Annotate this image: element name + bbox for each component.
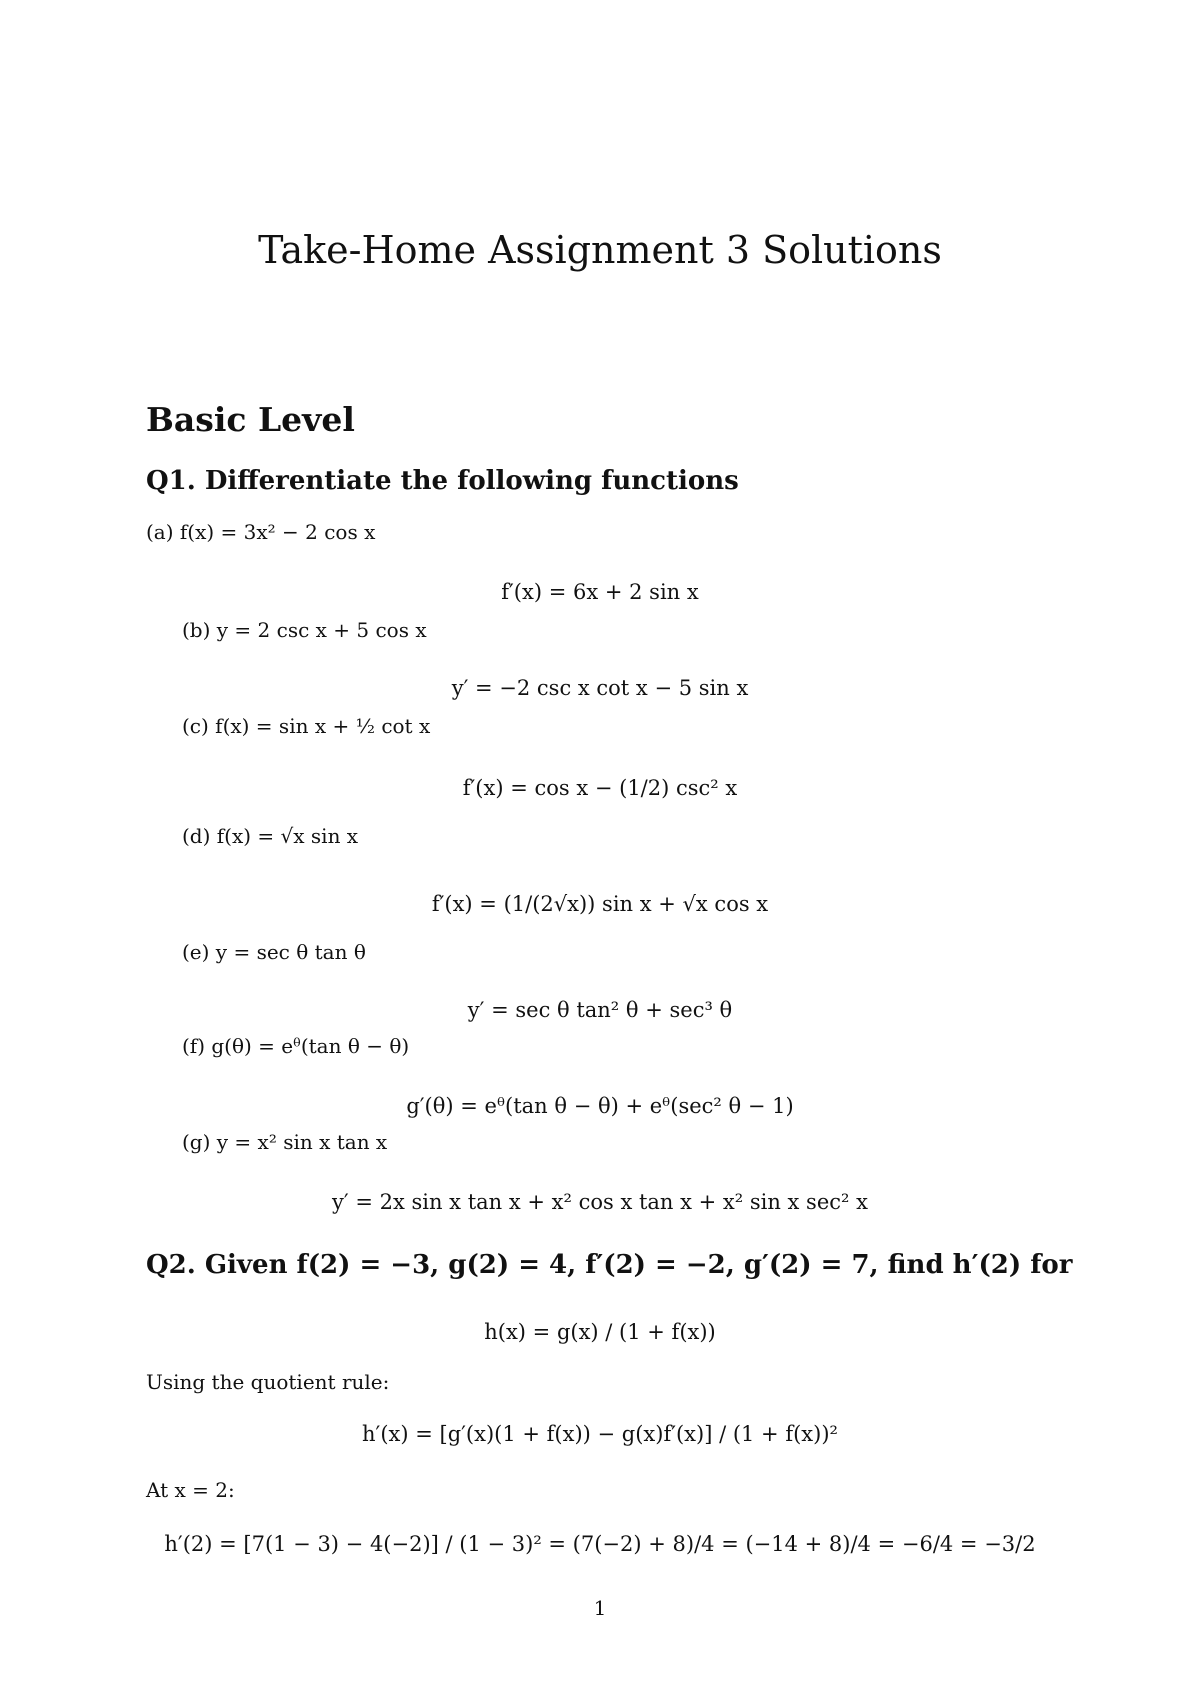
q2-at-text: At x = 2: (146, 1478, 235, 1502)
q2-rule-text: Using the quotient rule: (146, 1370, 390, 1394)
q1-item-g-answer: y′ = 2x sin x tan x + x² cos x tan x + x² sin x sec² x (332, 1190, 868, 1214)
q1-item-b-problem: (b) y = 2 csc x + 5 cos x (182, 618, 427, 642)
q1-item-b-answer: y′ = −2 csc x cot x − 5 sin x (451, 676, 749, 700)
q1-item-g-problem: (g) y = x² sin x tan x (182, 1130, 388, 1154)
q2-rule-formula: h′(x) = [g′(x)(1 + f(x)) − g(x)f′(x)] / (1 + f(x))² (362, 1422, 838, 1446)
q1-item-d-problem: (d) f(x) = √x sin x (182, 824, 359, 848)
page-number: 1 (593, 1596, 607, 1620)
q1-item-c-answer: f′(x) = cos x − (1/2) csc² x (462, 776, 738, 800)
q2-result: h′(2) = [7(1 − 3) − 4(−2)] / (1 − 3)² = (7(−2) + 8)/4 = (−14 + 8)/4 = −6/4 = −3/2 (164, 1532, 1036, 1556)
q1-item-f-problem: (f) g(θ) = eᶿ(tan θ − θ) (182, 1034, 410, 1058)
q1-item-d-answer: f′(x) = (1/(2√x)) sin x + √x cos x (431, 892, 769, 916)
q1-item-a-problem: (a) f(x) = 3x² − 2 cos x (146, 520, 376, 544)
q2-definition: h(x) = g(x) / (1 + f(x)) (484, 1320, 716, 1344)
section-heading: Basic Level (146, 400, 355, 439)
q1-item-a-answer: f′(x) = 6x + 2 sin x (501, 580, 699, 604)
q2-heading: Q2. Given f(2) = −3, g(2) = 4, f′(2) = −2, g′(2) = 7, find h′(2) for (146, 1250, 1073, 1280)
q1-item-f-answer: g′(θ) = eᶿ(tan θ − θ) + eᶿ(sec² θ − 1) (406, 1094, 794, 1118)
q1-item-e-answer: y′ = sec θ tan² θ + sec³ θ (467, 998, 733, 1022)
q1-item-c-problem: (c) f(x) = sin x + ½ cot x (182, 714, 431, 738)
document-title: Take-Home Assignment 3 Solutions (258, 228, 942, 272)
q1-item-e-problem: (e) y = sec θ tan θ (182, 940, 366, 964)
q1-heading: Q1. Differentiate the following functions (146, 466, 739, 496)
